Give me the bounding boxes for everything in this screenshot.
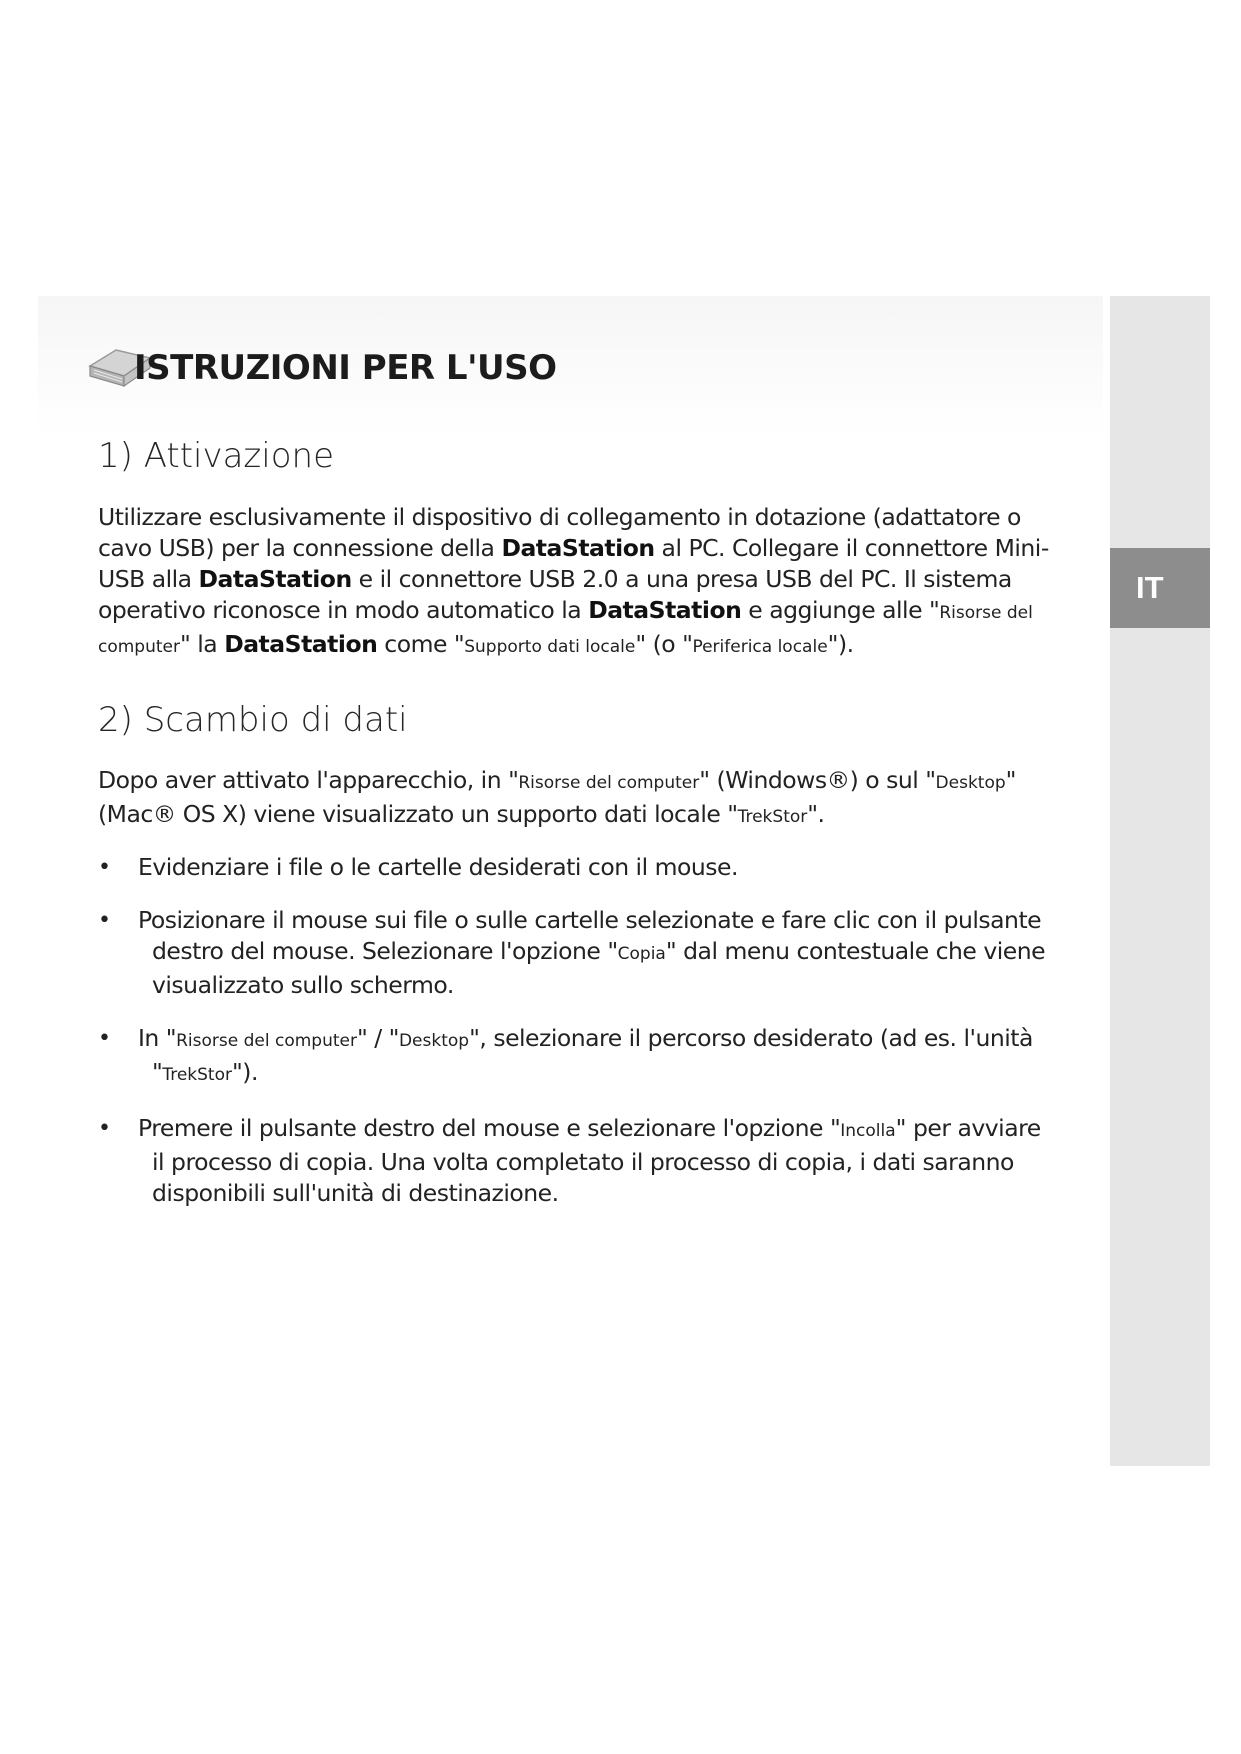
language-tab[interactable]: IT xyxy=(1110,548,1210,628)
section2-paragraph: Dopo aver attivato l'apparecchio, in "Risorse del computer" (Windows®) o sul "Desktop" (Mac® OS X) viene visualizzato un supporto dati locale "TrekStor". xyxy=(98,766,1016,828)
section-title-scambio: 2) Scambio di dati xyxy=(98,700,408,740)
bullet-icon: • xyxy=(98,908,111,933)
bullet-icon: • xyxy=(98,1116,111,1141)
list-item: • Premere il pulsante destro del mouse e selezionare l'opzione "Incolla" per avviare il processo di copia. Una volta completato il processo di copia, i dati saranno disponibili sull'unità di destinazione. xyxy=(98,1114,1041,1207)
small-caps-term: Incolla xyxy=(840,1121,896,1141)
instruction-list xyxy=(98,852,1058,1209)
side-tab-strip xyxy=(1110,296,1210,1466)
small-caps-term: Desktop xyxy=(398,1031,470,1051)
small-caps-term: Risorse del computer xyxy=(518,773,700,793)
page-title: ISTRUZIONI PER L'USO xyxy=(134,348,557,388)
bullet-icon: • xyxy=(98,855,111,880)
small-caps-term: Risorse del computer xyxy=(98,603,1033,657)
small-caps-term: Risorse del computer xyxy=(176,1031,357,1051)
section-title-attivazione: 1) Attivazione xyxy=(98,436,334,476)
brand-name: DataStation xyxy=(198,565,352,593)
section1-paragraph: Utilizzare esclusivamente il dispositivo di collegamento in dotazione (adattatore o cavo USB) per la connessione della DataStation al PC. Collegare il connettore Mini-USB alla DataStation e il connettore USB 2.0 a una presa USB del PC. Il sistema operativo riconosce in modo automatico la DataStation e aggiunge alle "Risorse del computer" la DataStation come "Supporto dati locale" (o "Periferica locale"). xyxy=(98,503,1049,658)
list-item: • Posizionare il mouse sui file o sulle cartelle selezionate e fare clic con il pulsante destro del mouse. Selezionare l'opzione "Copia" dal menu contestuale che viene visualizzato sullo schermo. xyxy=(98,906,1046,999)
small-caps-term: Periferica locale xyxy=(692,637,828,657)
list-item: • In "Risorse del computer" / "Desktop", selezionare il percorso desiderato (ad es. l'unità "TrekStor"). xyxy=(98,1024,1033,1086)
small-caps-term: Desktop xyxy=(935,773,1006,793)
small-caps-term: Copia xyxy=(617,944,666,964)
small-caps-term: Supporto dati locale xyxy=(464,637,636,657)
small-caps-term: TrekStor xyxy=(737,807,808,827)
bullet-icon: • xyxy=(98,1026,111,1051)
small-caps-term: TrekStor xyxy=(162,1065,232,1085)
list-item: • Evidenziare i file o le cartelle desiderati con il mouse. xyxy=(98,853,738,881)
brand-name: DataStation xyxy=(501,534,655,562)
brand-name: DataStation xyxy=(224,630,378,658)
brand-name: DataStation xyxy=(588,596,742,624)
